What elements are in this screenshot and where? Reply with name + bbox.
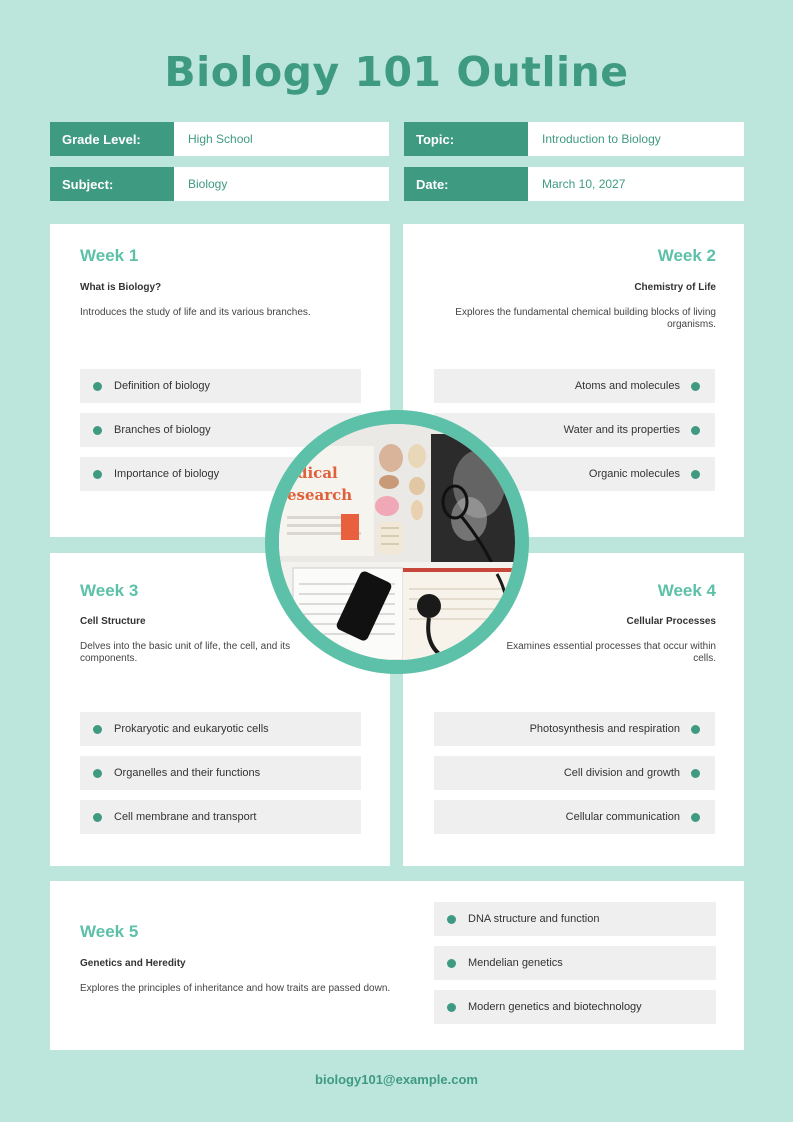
bullet-dot-icon xyxy=(691,382,700,391)
list-item: Cellular communication xyxy=(434,800,715,834)
bullet-dot-icon xyxy=(691,426,700,435)
bullet-dot-icon xyxy=(447,959,456,968)
bullet-dot-icon xyxy=(691,470,700,479)
topic-label: Topic: xyxy=(404,122,528,156)
week-5-subtitle: Genetics and Heredity xyxy=(80,958,186,969)
list-item: Cell division and growth xyxy=(434,756,715,790)
list-item: Mendelian genetics xyxy=(434,946,716,980)
week-4-description: Examines essential processes that occur within cells. xyxy=(506,641,716,664)
list-item: Branches of biology xyxy=(80,413,361,447)
book-text: esearch xyxy=(287,486,353,504)
list-item: Modern genetics and biotechnology xyxy=(434,990,716,1024)
list-item: Importance of biology xyxy=(80,457,361,491)
list-item: Atoms and molecules xyxy=(434,369,715,403)
bullet-dot-icon xyxy=(691,813,700,822)
week-3-description: Delves into the basic unit of life, the cell, and its components. xyxy=(80,641,291,664)
bullet-dot-icon xyxy=(691,725,700,734)
subject-value: Biology xyxy=(174,167,389,201)
subject-row xyxy=(50,167,389,201)
biology-photo-frame xyxy=(265,410,529,674)
week-5-description: Explores the principles of inheritance and how traits are passed down. xyxy=(80,983,391,994)
week-2-label: Week 2 xyxy=(657,246,716,265)
week-1-description: Introduces the study of life and its various branches. xyxy=(80,307,311,318)
grade-level-label: Grade Level: xyxy=(50,122,174,156)
date-row xyxy=(404,167,744,201)
week-1-subtitle: What is Biology? xyxy=(80,282,162,293)
list-item: Photosynthesis and respiration xyxy=(434,712,715,746)
list-item: Water and its properties xyxy=(434,413,715,447)
topic-row xyxy=(404,122,744,156)
book-text: dical xyxy=(297,464,338,482)
bullet-dot-icon xyxy=(93,813,102,822)
biology-photo xyxy=(279,424,515,660)
bullet-dot-icon xyxy=(447,915,456,924)
contact-email[interactable]: biology101@example.com xyxy=(315,1072,478,1087)
bullet-dot-icon xyxy=(93,725,102,734)
week-2-description: Explores the fundamental chemical building blocks of living organisms. xyxy=(455,307,716,330)
list-item: Cell membrane and transport xyxy=(80,800,361,834)
week-1-label: Week 1 xyxy=(80,246,139,265)
bullet-dot-icon xyxy=(691,769,700,778)
week-3-subtitle: Cell Structure xyxy=(80,616,146,627)
week-5-card xyxy=(50,881,744,1050)
list-item: Definition of biology xyxy=(80,369,361,403)
list-item: Prokaryotic and eukaryotic cells xyxy=(80,712,361,746)
list-item: Organelles and their functions xyxy=(80,756,361,790)
week-4-subtitle: Cellular Processes xyxy=(626,616,716,627)
date-value: March 10, 2027 xyxy=(528,167,744,201)
list-item: DNA structure and function xyxy=(434,902,716,936)
week-3-label: Week 3 xyxy=(80,581,139,600)
week-4-label: Week 4 xyxy=(657,581,716,600)
bullet-dot-icon xyxy=(447,1003,456,1012)
grade-level-value: High School xyxy=(174,122,389,156)
bullet-dot-icon xyxy=(93,382,102,391)
bullet-dot-icon xyxy=(93,426,102,435)
list-item: Organic molecules xyxy=(434,457,715,491)
week-5-label: Week 5 xyxy=(80,922,139,941)
topic-value: Introduction to Biology xyxy=(528,122,744,156)
bullet-dot-icon xyxy=(93,470,102,479)
subject-label: Subject: xyxy=(50,167,174,201)
bullet-dot-icon xyxy=(93,769,102,778)
research-desk-illustration xyxy=(279,424,515,660)
grade-level-row xyxy=(50,122,389,156)
page-title: Biology 101 Outline xyxy=(164,48,629,96)
date-label: Date: xyxy=(404,167,528,201)
week-2-subtitle: Chemistry of Life xyxy=(634,282,716,293)
